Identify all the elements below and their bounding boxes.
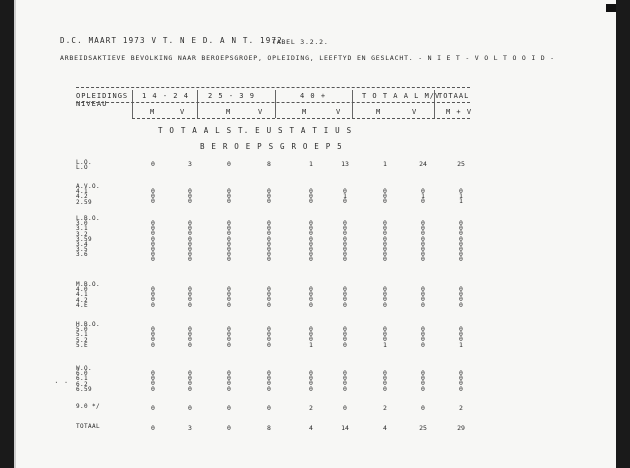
table-cell: 0 [227,404,231,412]
table-cell: 0 0 0 0 0 0 0 0 [343,219,347,264]
table-cell: 0 0 0 0 0 0 0 0 [227,219,231,264]
table-cell: 25 [419,424,427,432]
table-cell: 0 0 0 0 [343,325,347,349]
table-cell: 0 0 0 0 0 0 0 0 [151,219,155,264]
col-separator [352,90,353,118]
table-cell: 2 [309,404,313,412]
table-cell: 0 0 0 [383,187,387,206]
table-cell: 0 [151,424,155,432]
table-cell: 29 [457,424,465,432]
section-subtitle: B E R O E P S G R O E P 5 [200,142,343,151]
stub-head-1: OPLEIDINGS [76,92,129,100]
margin-mark: . . [54,376,69,385]
table-cell: 0 [151,404,155,412]
table-cell: 0 [188,404,192,412]
table-cell: 0 1 0 [421,187,425,206]
table-cell: 0 1 0 [343,187,347,206]
table-cell: 0 0 0 0 [421,285,425,309]
table-cell: 0 0 0 0 0 0 0 0 [309,219,313,264]
table-cell: 0 0 0 0 [267,369,271,393]
table-cell: 0 0 0 0 [188,285,192,309]
table-cell: 0 [343,404,347,412]
table-cell: 0 0 0 0 [267,325,271,349]
stub-head-2: NIVEAU [76,100,108,108]
sub-head: V [180,108,186,116]
table-cell: 0 0 0 0 [188,369,192,393]
table-cell: 0 0 0 0 [227,285,231,309]
table-cell: 0 0 0 0 [459,369,463,393]
table-cell: 4 [309,424,313,432]
table-cell: 0 0 0 0 [421,369,425,393]
table-cell: 0 0 0 0 [421,325,425,349]
table-cell: 0 0 0 0 0 0 0 0 [421,219,425,264]
table-cell: 1 [309,160,313,168]
table-cell: 0 0 0 0 [227,369,231,393]
table-cell: 2 [459,404,463,412]
table-cell: 0 0 0 0 [383,285,387,309]
table-cell: 0 0 0 0 0 0 0 0 [383,219,387,264]
col-separator [275,90,276,118]
sub-head: M [150,108,156,116]
table-cell: 0 0 0 1 [309,325,313,349]
table-top-rule [76,87,470,88]
sub-head: M [226,108,232,116]
table-mid-rule [76,102,470,103]
col-separator [197,90,198,118]
table-cell: 0 [267,404,271,412]
sub-head: V [336,108,342,116]
sub-head: M [376,108,382,116]
table-cell: 0 [227,160,231,168]
table-cell: 0 [421,404,425,412]
table-cell: 0 0 0 0 [227,325,231,349]
table-cell: 8 [267,160,271,168]
table-cell: 0 0 0 [267,187,271,206]
table-cell: 0 0 0 0 [309,369,313,393]
table-cell: 0 0 0 0 [309,285,313,309]
table-cell: 14 [341,424,349,432]
col-separator [132,90,133,118]
table-cell: 0 0 0 0 [188,325,192,349]
table-cell: 8 [267,424,271,432]
table-cell: 0 0 0 [227,187,231,206]
group-head-25-39: 2 5 - 3 9 [208,92,255,100]
table-head-bottom-rule [132,118,470,119]
header-line-1: D.C. MAART 1973 V T. N E D. A N T. 1972 [60,36,283,45]
table-cell: 0 0 0 0 [459,285,463,309]
table-cell: 24 [419,160,427,168]
section-title: T O T A A L S T. E U S T A T I U S [158,126,353,135]
sub-head: V [258,108,264,116]
row-label: W.O. 6.0 6.1 6.2 6.59 [76,365,93,393]
table-cell: 3 [188,160,192,168]
sub-head: V [412,108,418,116]
row-label: H.B.O. 5.0 5.1 5.2 5.E [76,321,101,349]
row-label: L.B.O. 3.0 3.1 3.2 3.59 3.4 3.5 3.6 [76,215,101,259]
table-cell: 0 0 0 0 [267,285,271,309]
table-cell: 0 1 1 [459,187,463,206]
table-cell: 0 0 0 1 [383,325,387,349]
table-cell: 0 [227,424,231,432]
table-cell: 0 0 0 0 0 0 0 0 [459,219,463,264]
table-cell: 4 [383,424,387,432]
table-cell: 25 [457,160,465,168]
page-edge [14,0,16,468]
corner-mark [606,4,616,12]
table-cell: 0 [151,160,155,168]
row-label: L.O. L.O [76,159,93,172]
table-cell: 1 [383,160,387,168]
row-label: 9.0 */ [76,403,101,410]
table-cell: 0 0 0 0 0 0 0 0 [188,219,192,264]
row-label: M.B.O. 4.0 4.1 4.2 4.E [76,281,101,309]
header-line-2: ARBEIDSAKTIEVE BEVOLKING NAAR BEROEPSGROEP, OPLEIDING, LEEFTYD EN GESLACHT. - N I E T - V O L T O O I D - [60,54,555,62]
table-cell: 0 0 0 [151,187,155,206]
group-head-14-24: 1 4 - 2 4 [142,92,189,100]
table-cell: 0 0 0 0 [383,369,387,393]
table-cell: 0 0 0 [188,187,192,206]
table-cell: 0 0 0 0 0 0 0 0 [267,219,271,264]
table-cell: 0 0 0 0 [343,285,347,309]
table-number: TABEL 3.2.2. [272,38,329,46]
group-head-totaal: TOTAAL [438,92,470,100]
group-head-totaal-mv: T O T A A L M/V [362,92,441,100]
table-cell: 0 0 0 1 [459,325,463,349]
group-head-40-plus: 4 0 + [300,92,327,100]
table-cell: 2 [383,404,387,412]
table-cell: 0 0 0 0 [151,369,155,393]
sub-head: M + V [446,108,473,116]
sub-head: M [302,108,308,116]
table-cell: 13 [341,160,349,168]
table-cell: 0 0 0 0 [151,285,155,309]
table-cell: 0 0 0 [309,187,313,206]
col-separator [434,90,435,118]
row-label: A.V.O. 4.1 4.2 2.59 [76,183,101,206]
table-cell: 0 0 0 0 [343,369,347,393]
table-cell: 3 [188,424,192,432]
row-label: TOTAAL [76,423,101,430]
table-cell: 0 0 0 0 [151,325,155,349]
